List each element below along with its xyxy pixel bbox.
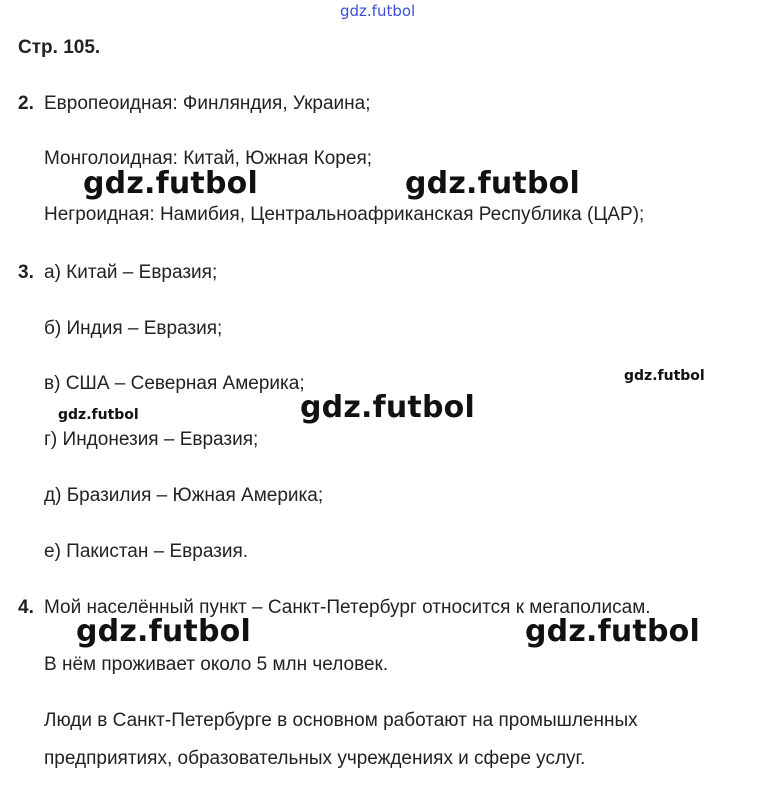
task4-line3: Люди в Санкт-Петербурге в основном работают на промышленных — [44, 710, 638, 731]
watermark-top: gdz.futbol — [340, 2, 416, 20]
watermark: gdz.futbol — [405, 166, 580, 201]
task3-item-c: в) США – Северная Америка; — [44, 373, 305, 394]
task4-number: 4. — [18, 597, 34, 618]
task3-item-e: д) Бразилия – Южная Америка; — [44, 485, 324, 506]
task2-line1: Европеоидная: Финляндия, Украина; — [44, 93, 371, 114]
watermark: gdz.futbol — [624, 368, 705, 384]
task2-number: 2. — [18, 93, 34, 114]
task3-item-f: е) Пакистан – Евразия. — [44, 541, 249, 562]
watermark: gdz.futbol — [76, 614, 251, 649]
watermark: gdz.futbol — [83, 166, 258, 201]
task3-item-d: г) Индонезия – Евразия; — [44, 429, 259, 450]
page-label: Стр. 105. — [18, 37, 101, 58]
task2-line3: Негроидная: Намибия, Центральноафриканская Республика (ЦАР); — [44, 204, 645, 225]
watermark: gdz.futbol — [58, 407, 139, 423]
task3-number: 3. — [18, 262, 34, 283]
task4-line4: предприятиях, образовательных учреждениях и сфере услуг. — [44, 748, 586, 769]
task2-line2: Монголоидная: Китай, Южная Корея; — [44, 148, 373, 169]
task3-item-b: б) Индия – Евразия; — [44, 318, 223, 339]
watermark: gdz.futbol — [300, 390, 475, 425]
task3-item-a: а) Китай – Евразия; — [44, 262, 218, 283]
task4-line2: В нём проживает около 5 млн человек. — [44, 654, 389, 675]
watermark: gdz.futbol — [525, 614, 700, 649]
task4-line1: Мой населённый пункт – Санкт-Петербург относится к мегаполисам. — [44, 597, 651, 618]
